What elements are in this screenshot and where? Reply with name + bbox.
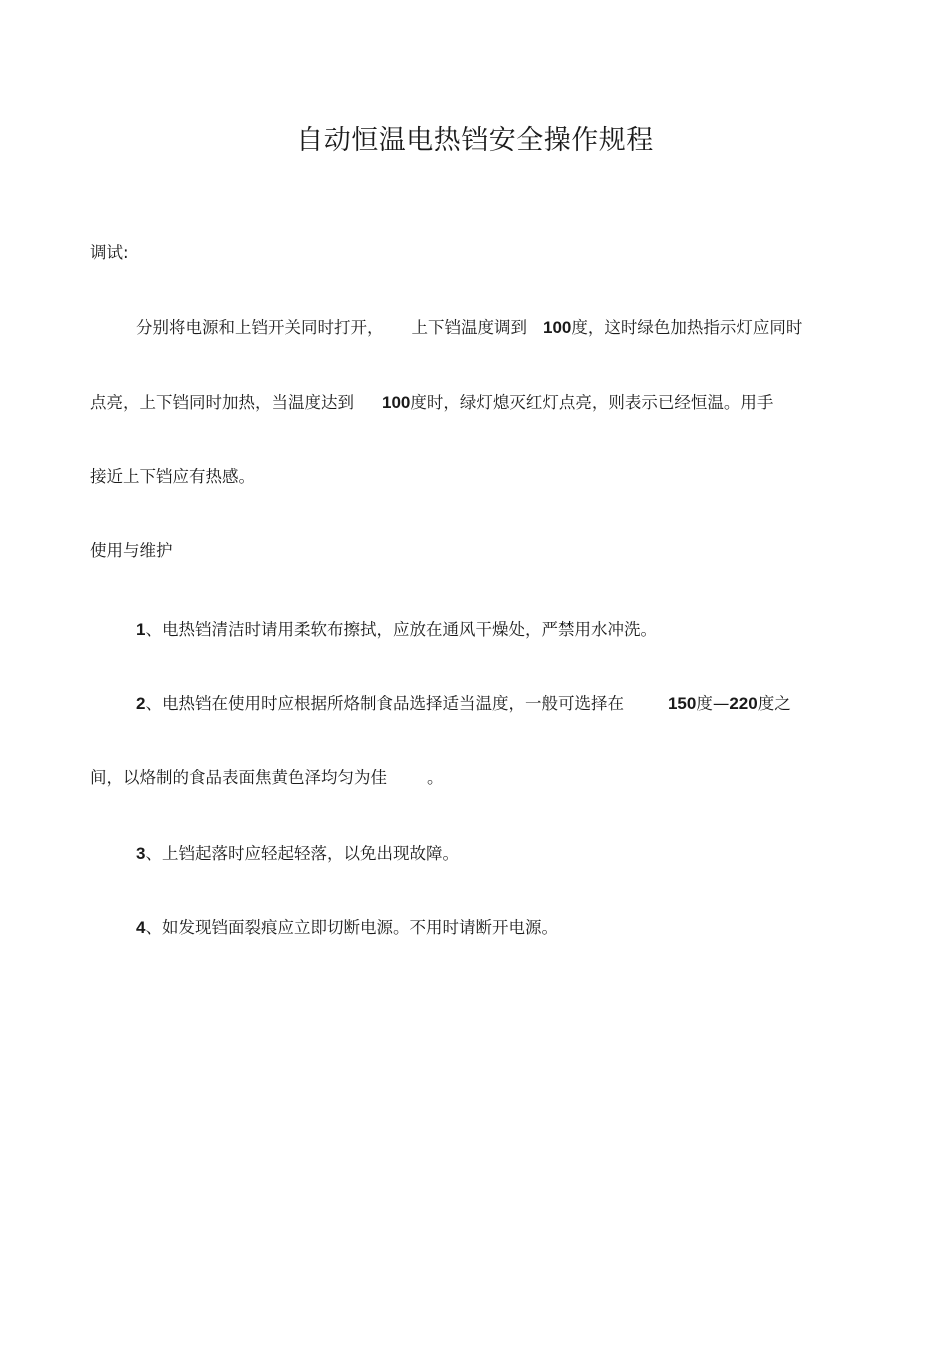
item-number: 3 bbox=[136, 844, 146, 863]
item-text: 、如发现铛面裂痕应立即切断电源。不用时请断开电源。 bbox=[145, 918, 558, 937]
section-heading-debug: 调试: bbox=[90, 243, 129, 262]
item-number: 2 bbox=[136, 694, 146, 713]
temperature-value: 100 bbox=[382, 393, 411, 412]
debug-text: 度，这时绿色加热指示灯应同时 bbox=[571, 318, 803, 337]
temperature-value: 100 bbox=[543, 318, 572, 337]
debug-paragraph-line-3: 接近上下铛应有热感。 bbox=[90, 467, 255, 486]
debug-text: 度时，绿灯熄灭红灯点亮，则表示已经恒温。用手 bbox=[410, 393, 774, 412]
debug-paragraph-line-1 bbox=[136, 317, 802, 339]
debug-text: 分别将电源和上铛开关同时打开， bbox=[136, 318, 384, 337]
debug-text: 上下铛温度调到 bbox=[411, 318, 527, 337]
list-item-3 bbox=[136, 843, 459, 865]
temperature-value: 220 bbox=[729, 694, 758, 713]
list-item-2 bbox=[136, 693, 791, 715]
item-text: 、上铛起落时应轻起轻落，以免出现故障。 bbox=[145, 844, 459, 863]
section-heading-use: 使用与维护 bbox=[90, 541, 173, 560]
item-text: 度— bbox=[696, 694, 730, 713]
item-text: 、电热铛清洁时请用柔软布擦拭，应放在通风干燥处，严禁用水冲洗。 bbox=[145, 620, 657, 639]
list-item-1 bbox=[136, 619, 657, 641]
temperature-value: 150 bbox=[667, 694, 697, 713]
item-text: 间，以烙制的食品表面焦黄色泽均匀为佳 bbox=[90, 768, 387, 787]
document-title: 自动恒温电热铛安全操作规程 bbox=[296, 125, 654, 156]
item-number: 1 bbox=[136, 620, 146, 639]
list-item-2-continuation bbox=[90, 767, 444, 789]
list-item-4 bbox=[136, 917, 558, 939]
item-text: 度之 bbox=[757, 694, 791, 713]
debug-paragraph-line-2 bbox=[90, 392, 773, 414]
item-number: 4 bbox=[136, 918, 146, 937]
item-text: 。 bbox=[427, 768, 444, 787]
debug-text: 点亮，上下铛同时加热，当温度达到 bbox=[90, 393, 354, 412]
item-text: 、电热铛在使用时应根据所烙制食品选择适当温度，一般可选择在 bbox=[145, 694, 624, 713]
